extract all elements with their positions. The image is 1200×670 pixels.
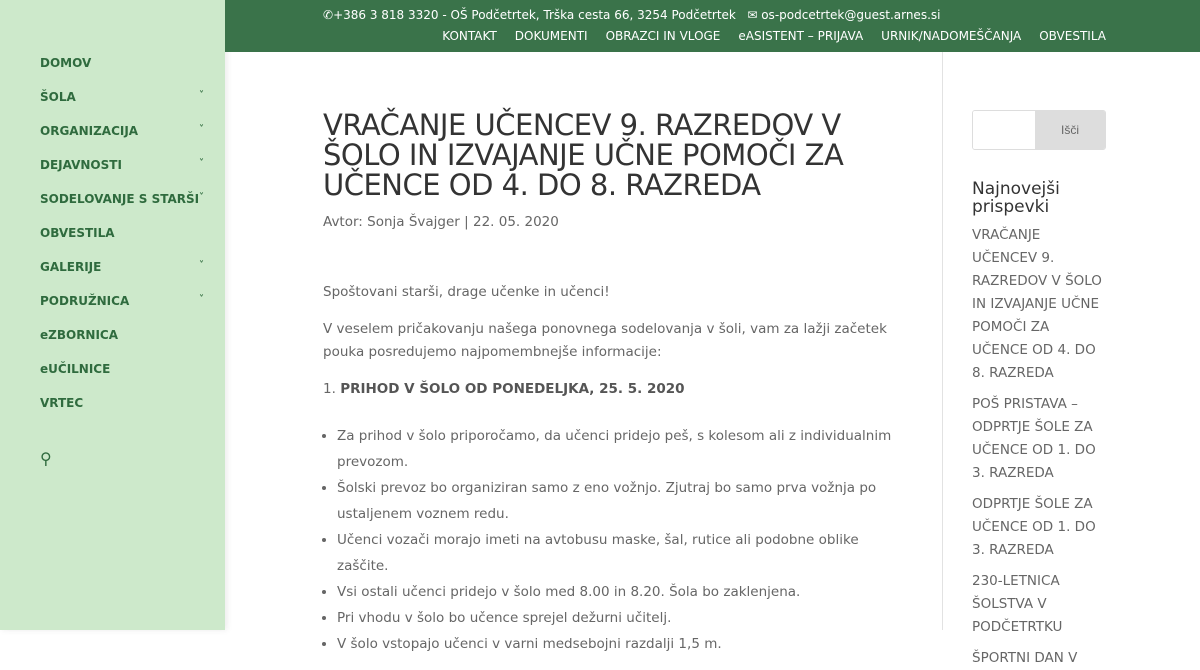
menu-item[interactable] (40, 361, 210, 377)
chevron-down-icon[interactable]: ˅ (199, 294, 204, 305)
menu-item-label: DEJAVNOSTI (40, 158, 122, 172)
nav-link[interactable]: OBVESTILA (1039, 29, 1106, 43)
menu-item-label: eZBORNICA (40, 328, 119, 342)
menu-item[interactable] (40, 293, 210, 309)
envelope-icon: ✉ (747, 8, 758, 22)
menu-item-label: DOMOV (40, 56, 92, 70)
greeting: Spoštovani starši, drage učenke in učenci! (323, 284, 610, 300)
menu-item[interactable] (40, 191, 210, 207)
recent-post-link[interactable]: ODPRTJE ŠOLE ZA UČENCE OD 1. DO 3. RAZREDA (972, 496, 1096, 558)
chevron-down-icon[interactable]: ˅ (199, 158, 204, 169)
top-nav (442, 29, 1106, 43)
post-meta: Avtor: Sonja Švajger | 22. 05. 2020 (323, 214, 559, 230)
phone-icon: ✆ (323, 8, 334, 22)
recent-posts (972, 224, 1106, 670)
menu-item-label: ŠOLA (40, 90, 76, 104)
menu-item-label: OBVESTILA (40, 226, 115, 240)
list-item: • Učenci vozači morajo imeti na avtobusu maske, šal, rutice ali podobne oblike zaščite. (337, 527, 908, 579)
recent-post-link[interactable]: VRAČANJE UČENCEV 9. RAZREDOV V ŠOLO IN IZVAJANJE UČNE POMOČI ZA UČENCE OD 4. DO 8. RAZREDA (972, 227, 1102, 381)
recent-post-link[interactable]: ŠPORTNI DAN V (972, 650, 1078, 666)
right-sidebar (972, 110, 1106, 670)
menu-item[interactable] (40, 259, 210, 275)
list-item: • V šolo vstopajo učenci v varni medsebojni razdalji 1,5 m. (337, 631, 908, 657)
menu-item[interactable] (40, 123, 210, 139)
nav-link[interactable]: URNIK/NADOMEŠČANJA (881, 29, 1022, 43)
search-icon[interactable]: ⚲ (40, 449, 52, 468)
menu-item[interactable] (40, 395, 210, 411)
email-link[interactable]: os-podcetrtek@guest.arnes.si (761, 8, 941, 22)
search-input[interactable] (973, 111, 1035, 149)
search-form (972, 110, 1106, 150)
menu-item[interactable] (40, 327, 210, 343)
recent-post-link[interactable]: 230-LETNICA ŠOLSTVA V PODČETRTKU (972, 573, 1063, 635)
page-title: VRAČANJE UČENCEV 9. RAZREDOV V ŠOLO IN IZVAJANJE UČNE POMOČI ZA UČENCE OD 4. DO 8. RAZREDA (323, 108, 844, 202)
contact-info: ✆+386 3 818 3320 - OŠ Podčetrtek, Trška cesta 66, 3254 Podčetrtek ✉ os-podcetrtek@guest.arnes.si (323, 8, 941, 22)
intro: V veselem pričakovanju našega ponovnega sodelovanja v šoli, vam za lažji začetek pouka posredujemo najpomembnejše informacije: (323, 321, 887, 360)
list-item: • Vsi ostali učenci pridejo v šolo med 8.00 in 8.20. Šola bo zaklenjena. (337, 579, 908, 605)
section-heading: 1. PRIHOD V ŠOLO OD PONEDELJKA, 25. 5. 2020 (323, 381, 685, 397)
bullet-list (337, 423, 908, 657)
divider (942, 52, 943, 630)
menu-item-label: VRTEC (40, 396, 84, 410)
nav-link[interactable]: DOKUMENTI (514, 29, 588, 43)
menu-item-label: PODRUŽNICA (40, 294, 130, 308)
recent-posts-title: Najnovejši prispevki (972, 179, 1060, 217)
menu-item-label: ORGANIZACIJA (40, 124, 139, 138)
chevron-down-icon[interactable]: ˅ (199, 192, 204, 203)
list-item: • Za prihod v šolo priporočamo, da učenci pridejo peš, s kolesom ali z individualnim prevozom. (337, 423, 908, 475)
search-button[interactable]: Išči (1035, 111, 1105, 149)
menu-item[interactable] (40, 157, 210, 173)
menu-item[interactable] (40, 89, 210, 105)
menu-item-label: SODELOVANJE S STARŠI (40, 192, 200, 206)
sidebar (0, 0, 225, 630)
chevron-down-icon[interactable]: ˅ (199, 124, 204, 135)
nav-link[interactable]: OBRAZCI IN VLOGE (605, 29, 721, 43)
chevron-down-icon[interactable]: ˅ (199, 260, 204, 271)
menu-item[interactable] (40, 55, 210, 71)
chevron-down-icon[interactable]: ˅ (199, 90, 204, 101)
top-header (225, 0, 1200, 52)
menu-item-label: GALERIJE (40, 260, 102, 274)
list-item: • Pri vhodu v šolo bo učence sprejel dežurni učitelj. (337, 605, 908, 631)
nav-link[interactable]: eASISTENT – PRIJAVA (738, 29, 864, 43)
list-item: • Šolski prevoz bo organiziran samo z eno vožnjo. Zjutraj bo samo prva vožnja po ustaljenem voznem redu. (337, 475, 908, 527)
article (323, 110, 908, 657)
main-menu (40, 55, 210, 429)
menu-item[interactable] (40, 225, 210, 241)
menu-item-label: eUČILNICE (40, 362, 111, 376)
recent-post-link[interactable]: POŠ PRISTAVA – ODPRTJE ŠOLE ZA UČENCE OD 1. DO 3. RAZREDA (972, 396, 1096, 481)
nav-link[interactable]: KONTAKT (442, 29, 497, 43)
